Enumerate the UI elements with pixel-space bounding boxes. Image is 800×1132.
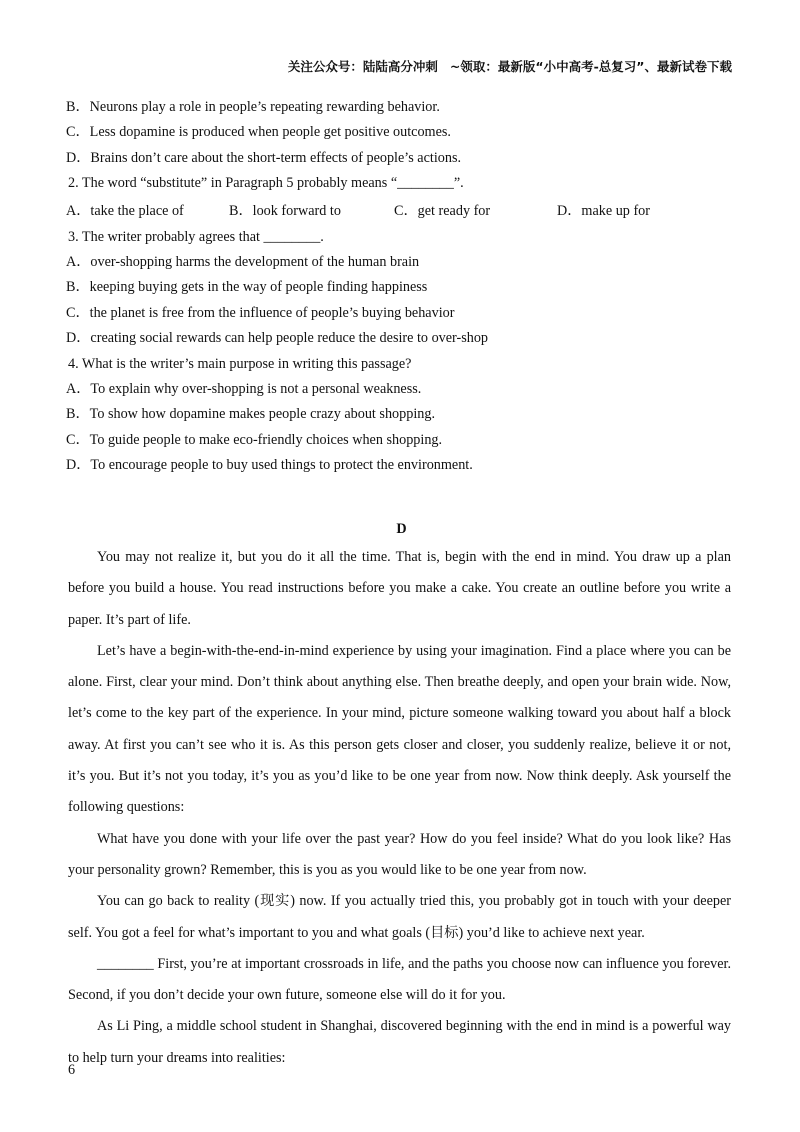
q2-option-c: C．get ready for bbox=[394, 202, 491, 219]
q4-option-d: D．To encourage people to buy used things to protect the environment. bbox=[66, 457, 473, 474]
passage-paragraph: You may not realize it, but you do it all the time. That is, begin with the end in mind. You draw up a plan before you build a house. You read instructions before you make a cake. You create an outline before you write a paper. It’s part of life. bbox=[68, 549, 731, 628]
q3-option-b: B．keeping buying gets in the way of people finding happiness bbox=[66, 279, 428, 296]
passage-paragraph: You can go back to reality (现实) now. If you actually tried this, you probably got in touch with your deeper self. You got a feel for what’s important to you and what goals (目标) you’d like to achieve next year. bbox=[68, 893, 731, 941]
q3-option-c: C．the planet is free from the influence of people’s buying behavior bbox=[66, 304, 455, 321]
q4-option-a: A．To explain why over-shopping is not a personal weakness. bbox=[66, 380, 422, 397]
q1-option-c: C．Less dopamine is produced when people get positive outcomes. bbox=[66, 124, 451, 141]
q3-stem: 3. The writer probably agrees that ________. bbox=[68, 228, 324, 245]
passage-title: D bbox=[396, 521, 407, 537]
q1-option-b: B．Neurons play a role in people’s repeating rewarding behavior. bbox=[66, 99, 440, 115]
page-number: 6 bbox=[68, 1062, 76, 1078]
question-block bbox=[66, 95, 746, 478]
q2-option-a: A．take the place of bbox=[66, 202, 184, 219]
header-account-text: 关注公众号：陆陆高分冲刺 bbox=[287, 59, 438, 74]
passage-paragraph: What have you done with your life over the past year? How do you feel inside? What do you look like? Has your personality grown? Remember, this is you as you would like to be one year from now. bbox=[68, 830, 731, 878]
passage-paragraph: As Li Ping, a middle school student in Shanghai, discovered beginning with the end in mind is a powerful way to help turn your dreams into realities: bbox=[68, 1018, 731, 1066]
q1-option-d: D．Brains don’t care about the short-term effects of people’s actions. bbox=[66, 149, 462, 166]
passage-paragraph: ________ First, you’re at important crossroads in life, and the paths you choose now can influence you forever. Second, if you don’t decide your own future, someone else will do it for you. bbox=[68, 955, 731, 1004]
passage-paragraph: Let’s have a begin-with-the-end-in-mind experience by using your imagination. Find a place where you can be alone. First, clear your mind. Don’t think about anything else. Then breathe deeply, and open your brain wide. Now, let’s come to the key part of the experience. In your mind, picture someone walking toward you about half a block away. At first you can’t see who it is. As this person gets closer and closer, you suddenly realize, believe it or not, it’s you. But it’s not you today, it’s you as you’d like to be one year from now. Now think deeply. Ask yourself the following questions: bbox=[68, 642, 731, 816]
q2-stem: 2. The word “substitute” in Paragraph 5 probably means “________”. bbox=[68, 175, 464, 192]
q4-option-c: C．To guide people to make eco-friendly choices when shopping. bbox=[66, 431, 443, 448]
passage-d bbox=[68, 516, 731, 1074]
q2-option-d: D．make up for bbox=[557, 202, 650, 219]
q2-option-b: B．look forward to bbox=[229, 202, 341, 219]
header-download-text: ~领取：最新版“小中高考-总复习”、最新试卷下载 bbox=[449, 59, 732, 74]
q4-stem: 4. What is the writer’s main purpose in writing this passage? bbox=[68, 355, 412, 372]
q3-option-a: A．over-shopping harms the development of the human brain bbox=[66, 253, 420, 270]
page-header bbox=[288, 57, 732, 75]
q2-options-row bbox=[66, 197, 746, 225]
q4-option-b: B．To show how dopamine makes people crazy about shopping. bbox=[66, 406, 435, 423]
q3-option-d: D．creating social rewards can help people reduce the desire to over-shop bbox=[66, 330, 489, 347]
